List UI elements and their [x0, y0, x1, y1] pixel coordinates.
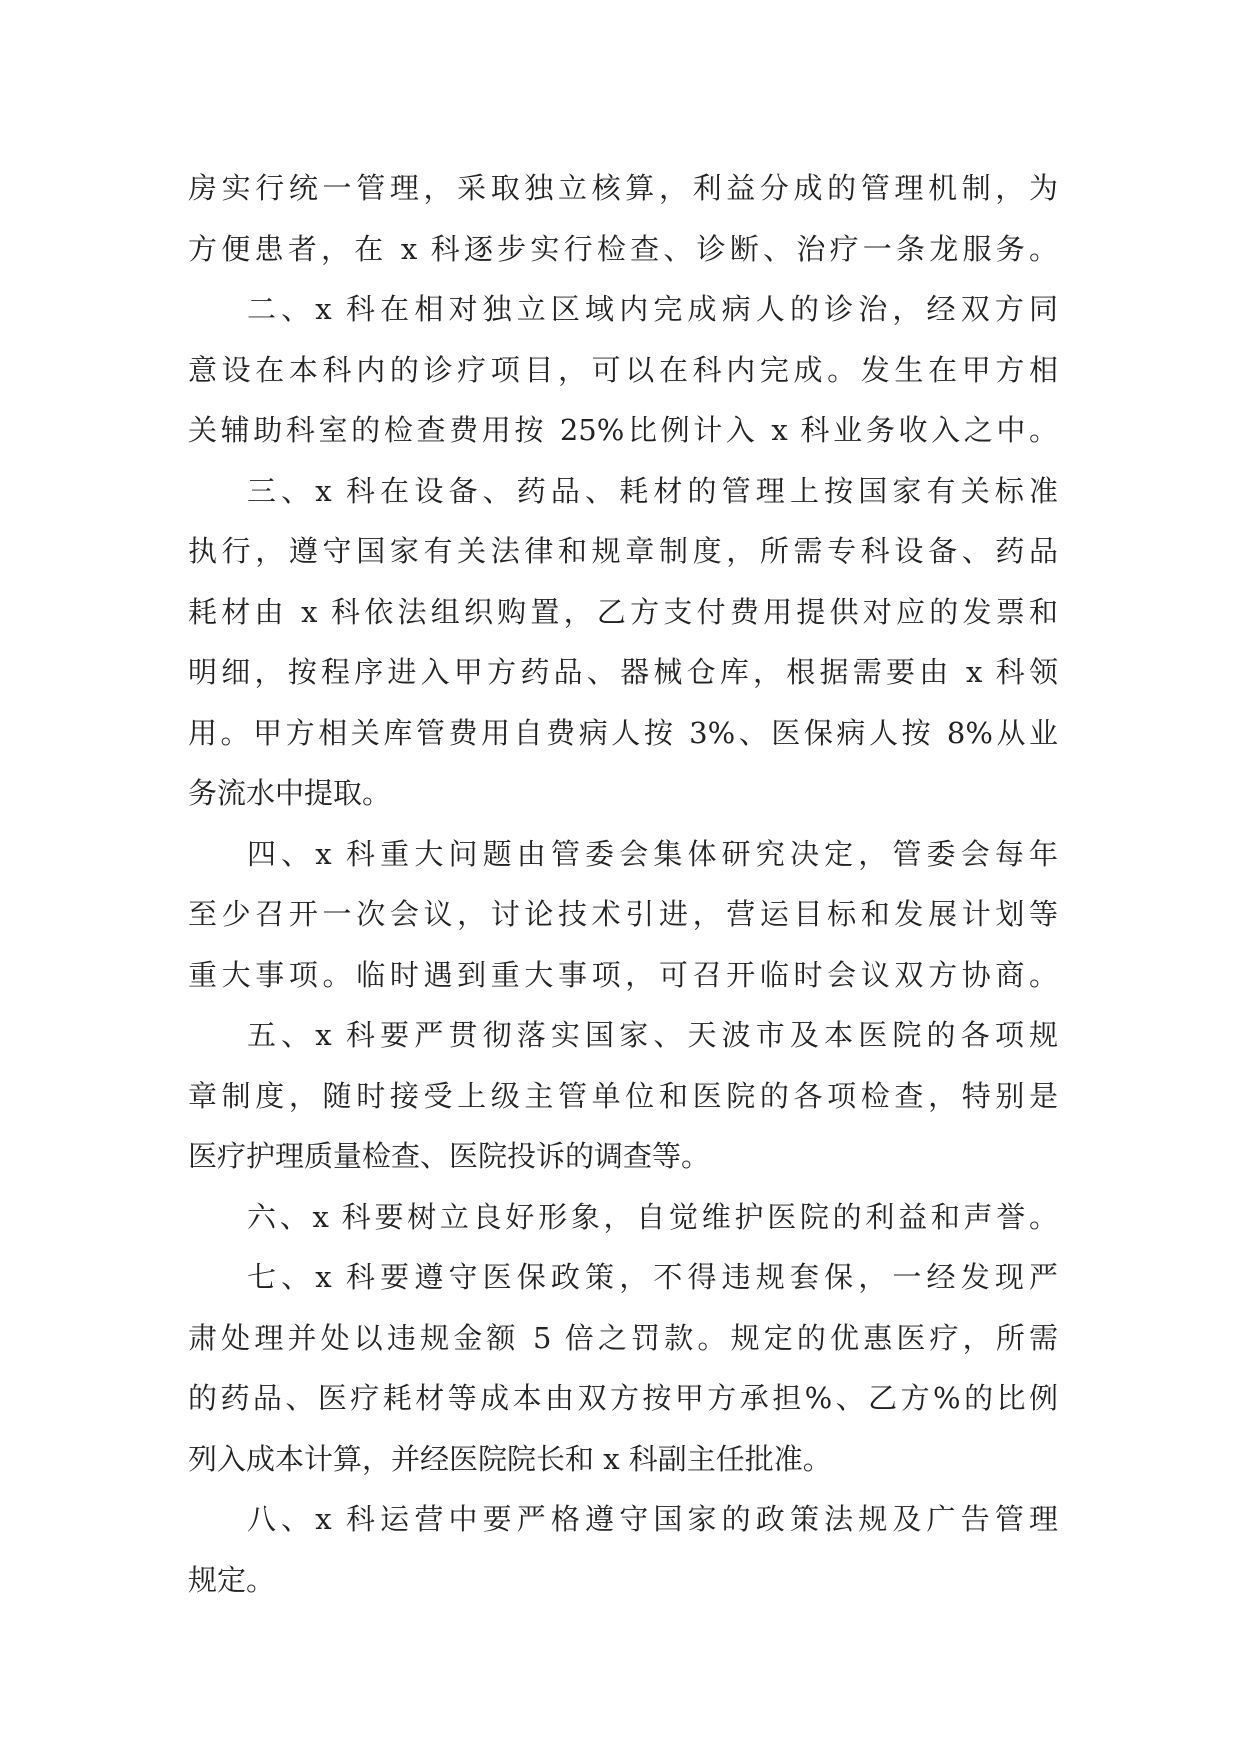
text-line: 八、x 科运营中要严格遵守国家的政策法规及广告管理 [247, 1502, 1058, 1536]
text-line: 列入成本计算，并经医院院长和 x 科副主任批准。 [188, 1441, 832, 1476]
text-line: 医疗护理质量检查、医院投诉的调查等。 [188, 1139, 711, 1173]
text-line: 耗材由 x 科依法组织购置，乙方支付费用提供对应的发票和 [188, 594, 1058, 629]
text-line: 方便患者，在 x 科逐步实行检查、诊断、治疗一条龙服务。 [188, 231, 1058, 266]
text-line: 二、x 科在相对独立区域内完成病人的诊治，经双方同 [247, 292, 1058, 326]
text-line: 肃处理并处以违规金额 5 倍之罚款。规定的优惠医疗，所需 [188, 1320, 1058, 1355]
text-line: 章制度，随时接受上级主管单位和医院的各项检查，特别是 [188, 1078, 1058, 1113]
text-line: 明细，按程序进入甲方药品、器械仓库，根据需要由 x 科领 [188, 655, 1058, 689]
text-line: 房实行统一管理，采取独立核算，利益分成的管理机制，为 [188, 171, 1058, 205]
text-line: 规定。 [188, 1562, 276, 1597]
text-line: 关辅助科室的检查费用按 25%比例计入 x 科业务收入之中。 [188, 413, 1058, 447]
text-line: 三、x 科在设备、药品、耗材的管理上按国家有关标准 [247, 473, 1058, 508]
text-line: 至少召开一次会议，讨论技术引进，营运目标和发展计划等 [188, 897, 1058, 931]
text-line: 重大事项。临时遇到重大事项，可召开临时会议双方协商。 [188, 957, 1058, 992]
text-line: 执行，遵守国家有关法律和规章制度，所需专科设备、药品 [188, 534, 1058, 568]
document-body [188, 158, 1058, 1610]
text-line: 的药品、医疗耗材等成本由双方按甲方承担%、乙方%的比例 [188, 1381, 1058, 1415]
text-line: 用。甲方相关库管费用自费病人按 3%、医保病人按 8%从业 [188, 715, 1058, 750]
text-line: 七、x 科要遵守医保政策，不得违规套保，一经发现严 [247, 1260, 1058, 1294]
text-line: 务流水中提取。 [188, 776, 392, 810]
text-line: 四、x 科重大问题由管委会集体研究决定，管委会每年 [247, 836, 1058, 871]
text-line: 意设在本科内的诊疗项目，可以在科内完成。发生在甲方相 [188, 352, 1058, 387]
text-line: 五、x 科要严贯彻落实国家、天波市及本医院的各项规 [247, 1018, 1058, 1052]
text-line: 六、x 科要树立良好形象，自觉维护医院的利益和声誉。 [247, 1199, 1058, 1234]
